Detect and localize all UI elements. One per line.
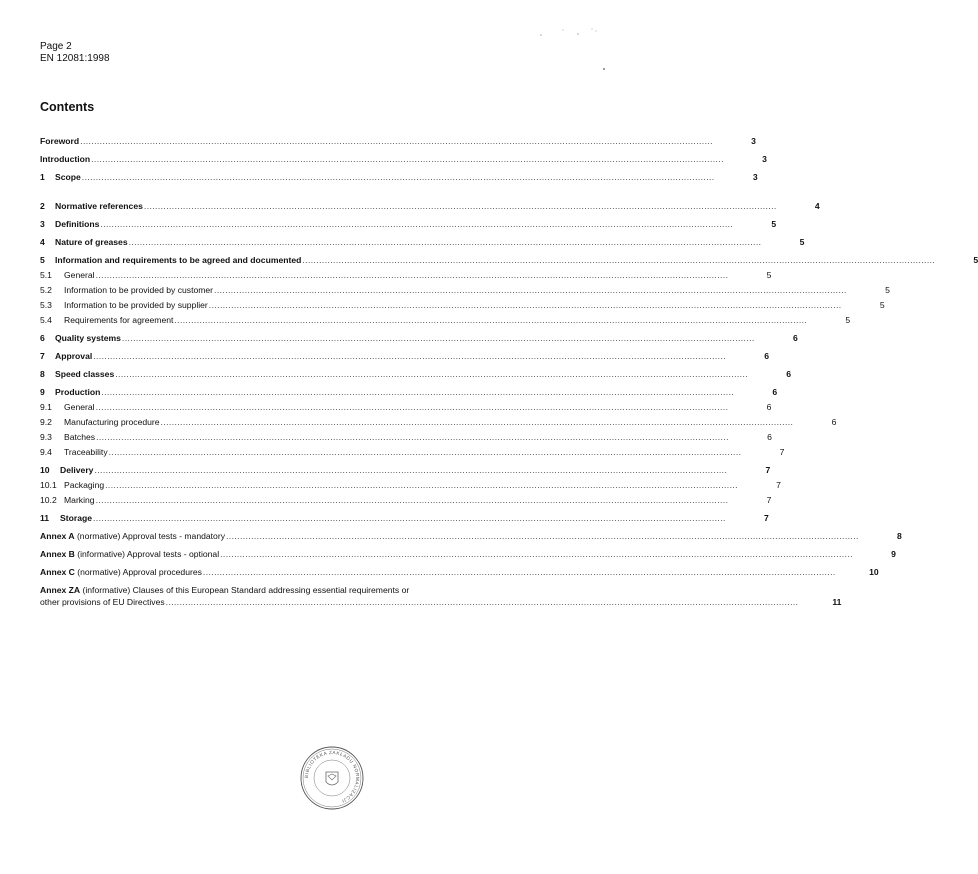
toc-number: 6: [40, 333, 45, 343]
dot-leader: ...................................................................................................................................................................................................................................: [93, 351, 727, 361]
toc-title: Information to be provided by customer: [64, 285, 214, 295]
dot-leader: ...................................................................................................................................................................................................................................: [96, 432, 729, 442]
toc-number: 2: [40, 201, 45, 211]
dot-leader: ...................................................................................................................................................................................................................................: [174, 315, 808, 325]
toc-page: 3: [762, 154, 767, 164]
toc-entry-11[interactable]: [40, 513, 769, 524]
toc-title: Packaging: [64, 480, 105, 490]
toc-entry-10[interactable]: [40, 465, 771, 476]
toc-page: 3: [752, 172, 758, 182]
toc-number: 9: [40, 387, 45, 397]
toc-page: 11: [832, 597, 842, 607]
toc-number: 3: [40, 219, 45, 229]
toc-title: Information and requirements to be agreed and documented: [55, 255, 302, 265]
toc-title: Definitions: [55, 219, 100, 229]
svg-text:BIBLIOTEKA ZAKŁADU NORMALIZACJ: [304, 750, 360, 804]
dot-leader: ...................................................................................................................................................................................................................................: [214, 285, 847, 295]
toc-number: 7: [40, 351, 45, 361]
toc-page: 8: [897, 531, 902, 541]
toc-number: 4: [40, 237, 45, 247]
toc-number: 8: [40, 369, 45, 379]
toc-number: 5: [40, 255, 45, 265]
dot-leader: ...................................................................................................................................................................................................................................: [202, 567, 836, 577]
toc-title: Information to be provided by supplier: [64, 300, 208, 310]
annex-title: (normative) Approval tests - mandatory: [76, 531, 225, 541]
toc-entry-5-3[interactable]: [40, 300, 885, 311]
toc-title: Manufacturing procedure: [64, 417, 160, 427]
toc-entry-7[interactable]: [40, 351, 770, 362]
toc-page: 5: [879, 300, 885, 310]
toc-number: 5.1: [40, 270, 52, 280]
toc-page: 6: [766, 402, 772, 412]
dot-leader: ...................................................................................................................................................................................................................................: [91, 154, 724, 164]
toc-number: 10: [40, 465, 50, 475]
toc-entry-1[interactable]: [40, 172, 758, 183]
toc-number: 5.4: [40, 315, 52, 325]
standard-id: EN 12081:1998: [40, 53, 110, 64]
toc-number: 10.1: [40, 480, 57, 490]
scan-specks: [538, 0, 618, 80]
toc-title: Foreword: [40, 136, 80, 146]
dot-leader: ...................................................................................................................................................................................................................................: [94, 465, 728, 475]
toc-title: Traceability: [64, 447, 108, 457]
toc-entry-6[interactable]: [40, 333, 798, 344]
toc-page: 7: [776, 480, 781, 490]
toc-entry-10-2[interactable]: [40, 495, 772, 506]
toc-entry-introduction[interactable]: [40, 154, 767, 165]
toc-number: 10.2: [40, 495, 57, 505]
toc-title: General: [64, 402, 95, 412]
toc-page: 5: [885, 285, 890, 295]
toc-page: 5: [771, 219, 777, 229]
annex-label: Annex B: [40, 549, 75, 559]
toc-number: 11: [40, 513, 50, 523]
annex-title: (normative) Approval procedures: [77, 567, 202, 577]
toc-page: 5: [766, 270, 772, 280]
toc-entry-5-2[interactable]: [40, 285, 890, 296]
toc-page: 6: [767, 432, 772, 442]
dot-leader: ...................................................................................................................................................................................................................................: [95, 402, 729, 412]
toc-page: 5: [845, 315, 851, 325]
library-stamp: [299, 745, 365, 811]
toc-number: 1: [40, 172, 45, 182]
toc-number: 9.2: [40, 417, 52, 427]
toc-entry-9-2[interactable]: [40, 417, 837, 428]
toc-title: Quality systems: [55, 333, 121, 343]
toc-title: Nature of greases: [55, 237, 128, 247]
toc-entry-9-3[interactable]: [40, 432, 772, 443]
toc-entry-annex-a[interactable]: [40, 531, 902, 542]
toc-title: Batches: [64, 432, 96, 442]
toc-entry-3[interactable]: [40, 219, 777, 230]
toc-page: 4: [814, 201, 820, 211]
toc-title: Storage: [60, 513, 92, 523]
annex-title: (informative) Clauses of this European Standard addressing essential requirements or: [82, 585, 410, 595]
toc-title: Normative references: [55, 201, 143, 211]
annex-title: (informative) Approval tests - optional: [77, 549, 220, 559]
toc-number: 9.4: [40, 447, 52, 457]
toc-entry-foreword[interactable]: [40, 136, 756, 147]
toc-page: 5: [973, 255, 978, 265]
toc-title: [40, 585, 409, 596]
toc-title: Production: [55, 387, 101, 397]
toc-entry-9-4[interactable]: [40, 447, 785, 458]
toc-title: Introduction: [40, 154, 91, 164]
dot-leader: ...................................................................................................................................................................................................................................: [143, 201, 777, 211]
dot-leader: ...................................................................................................................................................................................................................................: [302, 255, 936, 265]
toc-title: Requirements for agreement: [64, 315, 174, 325]
dot-leader: ...................................................................................................................................................................................................................................: [95, 495, 729, 505]
dot-leader: ...................................................................................................................................................................................................................................: [226, 531, 859, 541]
toc-entry-annex-za-line2[interactable]: [40, 597, 842, 608]
toc-title: Delivery: [60, 465, 94, 475]
contents-heading: Contents: [40, 100, 95, 114]
dot-leader: ...................................................................................................................................................................................................................................: [105, 480, 738, 490]
dot-leader: ...................................................................................................................................................................................................................................: [81, 172, 715, 182]
dot-leader: ...................................................................................................................................................................................................................................: [108, 447, 742, 457]
toc-title: Marking: [64, 495, 95, 505]
annex-label: Annex C: [40, 567, 75, 577]
toc-title: [40, 549, 219, 560]
toc-number: 9.3: [40, 432, 52, 442]
toc-entry-4[interactable]: [40, 237, 805, 248]
dot-leader: ...................................................................................................................................................................................................................................: [160, 417, 794, 427]
toc-entry-5-1[interactable]: [40, 270, 772, 281]
dot-leader: ...................................................................................................................................................................................................................................: [165, 597, 799, 607]
toc-page: 7: [779, 447, 785, 457]
dot-leader: ...................................................................................................................................................................................................................................: [208, 300, 842, 310]
toc-entry-9-1[interactable]: [40, 402, 772, 413]
annex-label: Annex ZA: [40, 585, 81, 595]
dot-leader: ...................................................................................................................................................................................................................................: [121, 333, 755, 343]
toc-page: 3: [751, 136, 756, 146]
toc-page: 10: [869, 567, 879, 577]
toc-page: 6: [764, 351, 770, 361]
toc-title: General: [64, 270, 95, 280]
toc-entry-2[interactable]: [40, 201, 820, 212]
annex-label: Annex A: [40, 531, 75, 541]
toc-page: 9: [891, 549, 896, 559]
toc-entry-9[interactable]: [40, 387, 778, 398]
page-header: [40, 41, 110, 65]
dot-leader: ...................................................................................................................................................................................................................................: [115, 369, 749, 379]
toc-page: 7: [764, 513, 769, 523]
toc-entry-8[interactable]: [40, 369, 792, 380]
toc-page: 6: [786, 369, 792, 379]
toc-title: Scope: [55, 172, 81, 182]
toc-number: 5.2: [40, 285, 52, 295]
toc-number: 9.1: [40, 402, 52, 412]
dot-leader: ...................................................................................................................................................................................................................................: [93, 513, 726, 523]
toc-entry-5[interactable]: [40, 255, 978, 266]
toc-page: 5: [799, 237, 805, 247]
toc-entry-annex-c[interactable]: [40, 567, 879, 578]
toc-title: Approval: [55, 351, 93, 361]
dot-leader: ...................................................................................................................................................................................................................................: [101, 387, 735, 397]
toc-title: [40, 567, 202, 578]
toc-page: 6: [772, 387, 778, 397]
toc-page: 6: [831, 417, 837, 427]
toc-entry-10-1[interactable]: [40, 480, 781, 491]
toc-title: [40, 531, 225, 542]
toc-title: Speed classes: [55, 369, 115, 379]
page-number: Page 2: [40, 41, 72, 52]
toc-entry-annex-b[interactable]: [40, 549, 896, 560]
dot-leader: ...................................................................................................................................................................................................................................: [128, 237, 762, 247]
stamp-text: BIBLIOTEKA ZAKŁADU NORMALIZACJI: [303, 749, 361, 804]
toc-number: 5.3: [40, 300, 52, 310]
toc-title: other provisions of EU Directives: [40, 597, 165, 607]
toc-page: 6: [792, 333, 798, 343]
dot-leader: ...................................................................................................................................................................................................................................: [100, 219, 734, 229]
toc-entry-annex-za-line1[interactable]: [40, 585, 518, 596]
toc-page: 7: [765, 465, 771, 475]
dot-leader: ...................................................................................................................................................................................................................................: [80, 136, 713, 146]
dot-leader: ...................................................................................................................................................................................................................................: [220, 549, 853, 559]
toc-page: 7: [766, 495, 772, 505]
toc-entry-5-4[interactable]: [40, 315, 851, 326]
dot-leader: ...................................................................................................................................................................................................................................: [95, 270, 729, 280]
